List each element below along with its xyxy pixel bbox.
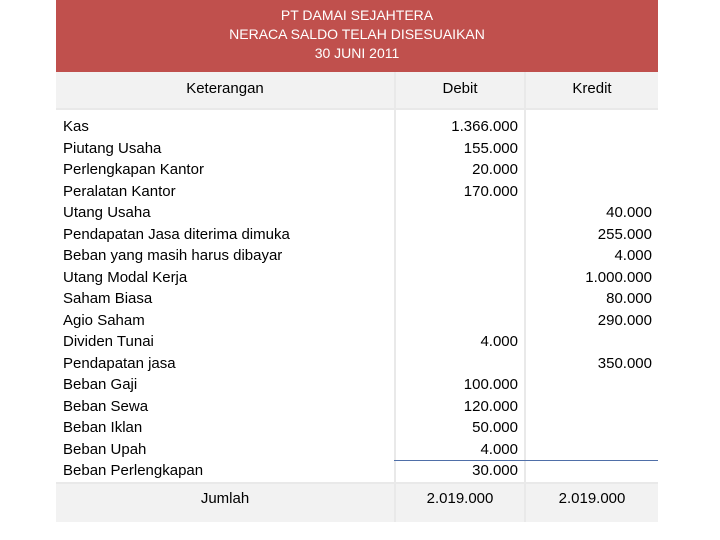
debit-value: 155.000: [463, 139, 518, 157]
account-name: Utang Usaha: [63, 204, 151, 221]
account-name: Beban yang masih harus dibayar: [63, 247, 283, 264]
debit-value: 30.000: [472, 462, 518, 479]
total-debit: 2.019.000: [396, 484, 524, 522]
column-header-debit: Debit: [396, 72, 524, 110]
account-name: Dividen Tunai: [63, 333, 154, 350]
kredit-value: 4.000: [614, 247, 652, 264]
debit-value: 4.000: [480, 440, 518, 458]
total-label: Jumlah: [56, 484, 394, 522]
account-name: Piutang Usaha: [63, 139, 162, 157]
account-name: Beban Gaji: [63, 376, 138, 393]
debit-value: 170.000: [463, 182, 518, 200]
kredit-value: 80.000: [606, 290, 652, 307]
account-name: Peralatan Kantor: [63, 182, 176, 200]
debit-value: 120.000: [463, 397, 518, 415]
column-header-kredit: Kredit: [526, 72, 658, 110]
column-header-keterangan: Keterangan: [56, 72, 394, 110]
account-name: Pendapatan Jasa diterima dimuka: [63, 225, 290, 243]
report-title: NERACA SALDO TELAH DISESUAIKAN: [229, 26, 485, 42]
kredit-value: 1.000.000: [585, 268, 652, 286]
total-kredit: 2.019.000: [526, 484, 658, 522]
account-name: Beban Perlengkapan: [63, 462, 204, 479]
account-name: Beban Sewa: [63, 397, 149, 415]
account-name: Perlengkapan Kantor: [63, 161, 204, 178]
column-divider: [524, 72, 526, 522]
debit-value: 4.000: [480, 333, 518, 350]
company-name: PT DAMAI SEJAHTERA: [280, 7, 434, 23]
row-divider: [56, 108, 658, 110]
column-divider: [394, 72, 396, 522]
report-date: 30 JUNI 2011: [314, 45, 400, 61]
underline-rule: [394, 460, 658, 461]
debit-value: 50.000: [472, 419, 518, 436]
debit-value: 20.000: [472, 161, 518, 178]
trial-balance-sheet: [56, 0, 658, 522]
account-name: Utang Modal Kerja: [63, 268, 188, 286]
accounts-column: [56, 110, 394, 484]
kredit-value: 255.000: [597, 225, 652, 243]
account-name: Agio Saham: [63, 311, 145, 329]
debit-value: 1.366.000: [451, 118, 518, 135]
report-header: [56, 0, 658, 72]
account-name: Pendapatan jasa: [63, 354, 176, 372]
debit-value: 100.000: [463, 376, 518, 393]
kredit-column: [526, 110, 658, 484]
account-name: Beban Upah: [63, 440, 147, 458]
account-name: Kas: [63, 118, 89, 135]
account-name: Saham Biasa: [63, 290, 153, 307]
debit-column: [396, 110, 524, 484]
kredit-value: 40.000: [606, 204, 652, 221]
kredit-value: 350.000: [597, 354, 652, 372]
kredit-value: 290.000: [597, 311, 652, 329]
account-name: Beban Iklan: [63, 419, 143, 436]
